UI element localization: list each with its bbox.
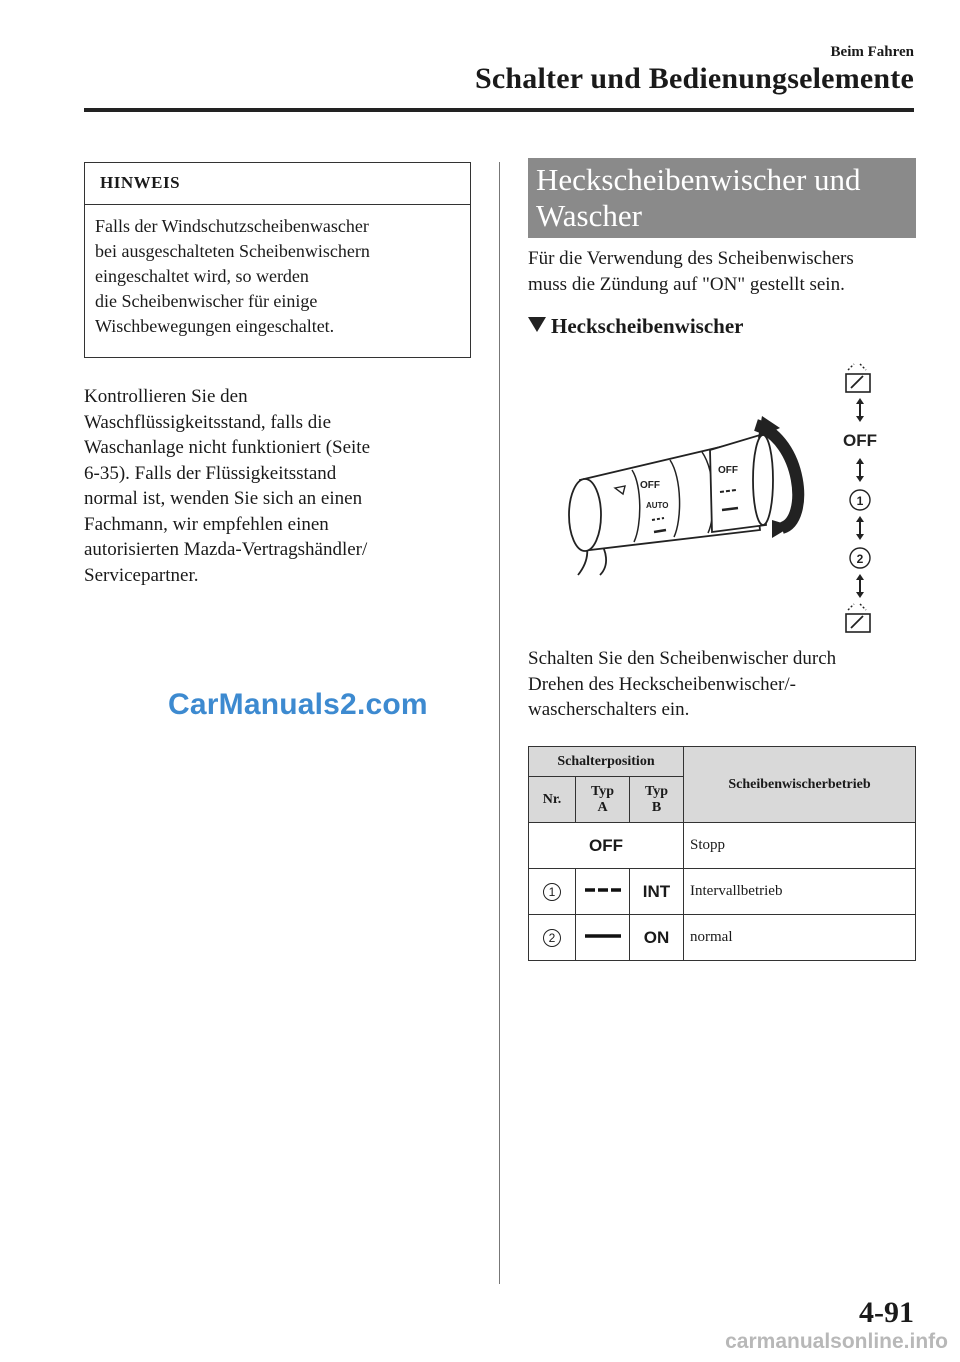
- th-type-a-line: A: [597, 799, 608, 815]
- cell-operation: normal: [684, 915, 916, 961]
- subheading: [528, 314, 743, 339]
- cell-type-b: [630, 915, 684, 961]
- intro-line: Für die Verwendung des Scheibenwischers: [528, 248, 854, 269]
- subheading-text: Heckscheibenwischer: [551, 314, 744, 338]
- body-line: autorisierten Mazda-Vertragshändler/: [84, 539, 368, 560]
- body-line: normal ist, wenden Sie sich an einen: [84, 488, 363, 509]
- note-heading: HINWEIS: [85, 163, 470, 205]
- instruction-line: Schalten Sie den Scheibenwischer durch: [528, 648, 837, 669]
- lever-end-cap: [569, 479, 601, 551]
- rear-washer-icon: [846, 604, 870, 632]
- th-type-b-line: B: [651, 799, 662, 815]
- arrow-up-down-icon: [856, 458, 864, 482]
- th-type-b-line: Typ: [644, 783, 669, 799]
- table-row: [529, 915, 916, 961]
- arrow-up-down-icon: [856, 398, 864, 422]
- cell-nr: [529, 915, 576, 961]
- th-switch-position: Schalterposition: [529, 747, 684, 777]
- lever-label-auto: AUTO: [646, 501, 669, 510]
- note-body: [85, 205, 470, 339]
- note-line: die Scheibenwischer für einige: [95, 291, 318, 311]
- cell-type-a: [576, 915, 630, 961]
- th-nr: Nr.: [529, 777, 576, 823]
- arrow-up-down-icon: [856, 574, 864, 598]
- th-type-b: [630, 777, 684, 823]
- body-line: Waschanlage nicht funktioniert (Seite: [84, 437, 371, 458]
- int-label: INT: [642, 881, 671, 901]
- wiper-lever-illustration: [560, 360, 916, 640]
- th-type-a-line: Typ: [590, 783, 615, 799]
- dashed-line-icon: [583, 885, 623, 895]
- rear-washer-icon: [846, 364, 870, 392]
- cell-operation: Intervallbetrieb: [684, 869, 916, 915]
- cell-off: [529, 823, 684, 869]
- wiper-operation-table: [528, 746, 916, 961]
- section-title-band: [528, 158, 916, 238]
- lever-label-off2: OFF: [718, 465, 738, 476]
- header-section-label: Beim Fahren: [830, 44, 914, 60]
- instruction-paragraph: [528, 646, 920, 723]
- section-intro: [528, 246, 920, 297]
- header-rule: [84, 108, 914, 112]
- table-row: [529, 823, 916, 869]
- legend-position-1: 1: [856, 494, 864, 508]
- lever-label-off: OFF: [640, 480, 660, 491]
- body-line: Kontrollieren Sie den: [84, 386, 248, 407]
- body-line: Servicepartner.: [84, 564, 199, 586]
- arrow-up-down-icon: [856, 516, 864, 540]
- table-row: [529, 869, 916, 915]
- circle-number: 1: [543, 883, 561, 901]
- section-title-line: Heckscheibenwischer und: [536, 162, 861, 197]
- off-label: OFF: [589, 835, 623, 855]
- solid-line-icon: [583, 931, 623, 941]
- th-operation: Scheibenwischerbetrieb: [684, 747, 916, 823]
- legend-position-2: 2: [856, 552, 864, 566]
- th-type-a: [576, 777, 630, 823]
- wiper-lever-svg: [560, 360, 916, 640]
- instruction-line: wascherschalters ein.: [528, 699, 690, 720]
- watermark-link[interactable]: CarManuals2.com: [168, 688, 428, 721]
- cell-type-b: [630, 869, 684, 915]
- instruction-line: Drehen des Heckscheibenwischer/-: [528, 673, 796, 695]
- ring-end: [753, 435, 773, 525]
- section-title-line: Wascher: [536, 198, 642, 233]
- note-line: Falls der Windschutzscheibenwascher: [95, 216, 369, 236]
- triangle-down-icon: [528, 317, 546, 332]
- left-body-paragraph: [84, 384, 484, 588]
- on-label: ON: [643, 927, 670, 947]
- note-line: eingeschaltet wird, so werden: [95, 266, 309, 286]
- body-line: Waschflüssigkeitsstand, falls die: [84, 411, 332, 433]
- cell-type-a: [576, 869, 630, 915]
- note-box: [84, 162, 471, 358]
- body-line: Fachmann, wir empfehlen einen: [84, 513, 329, 535]
- body-line: 6-35). Falls der Flüssigkeitsstand: [84, 462, 337, 484]
- header-chapter-title: Schalter und Bedienungselemente: [474, 62, 914, 95]
- page-number: 4-91: [859, 1296, 914, 1329]
- legend-position-off: OFF: [843, 431, 877, 450]
- footer-watermark-link[interactable]: carmanualsonline.info: [725, 1330, 948, 1353]
- note-line: Wischbewegungen eingeschaltet.: [95, 316, 335, 336]
- intro-line: muss die Zündung auf "ON" gestellt sein.: [528, 273, 845, 295]
- circle-number: 2: [543, 929, 561, 947]
- note-line: bei ausgeschalteten Scheibenwischern: [95, 241, 370, 261]
- column-divider: [499, 162, 500, 1284]
- cell-operation: Stopp: [684, 823, 916, 869]
- cell-nr: [529, 869, 576, 915]
